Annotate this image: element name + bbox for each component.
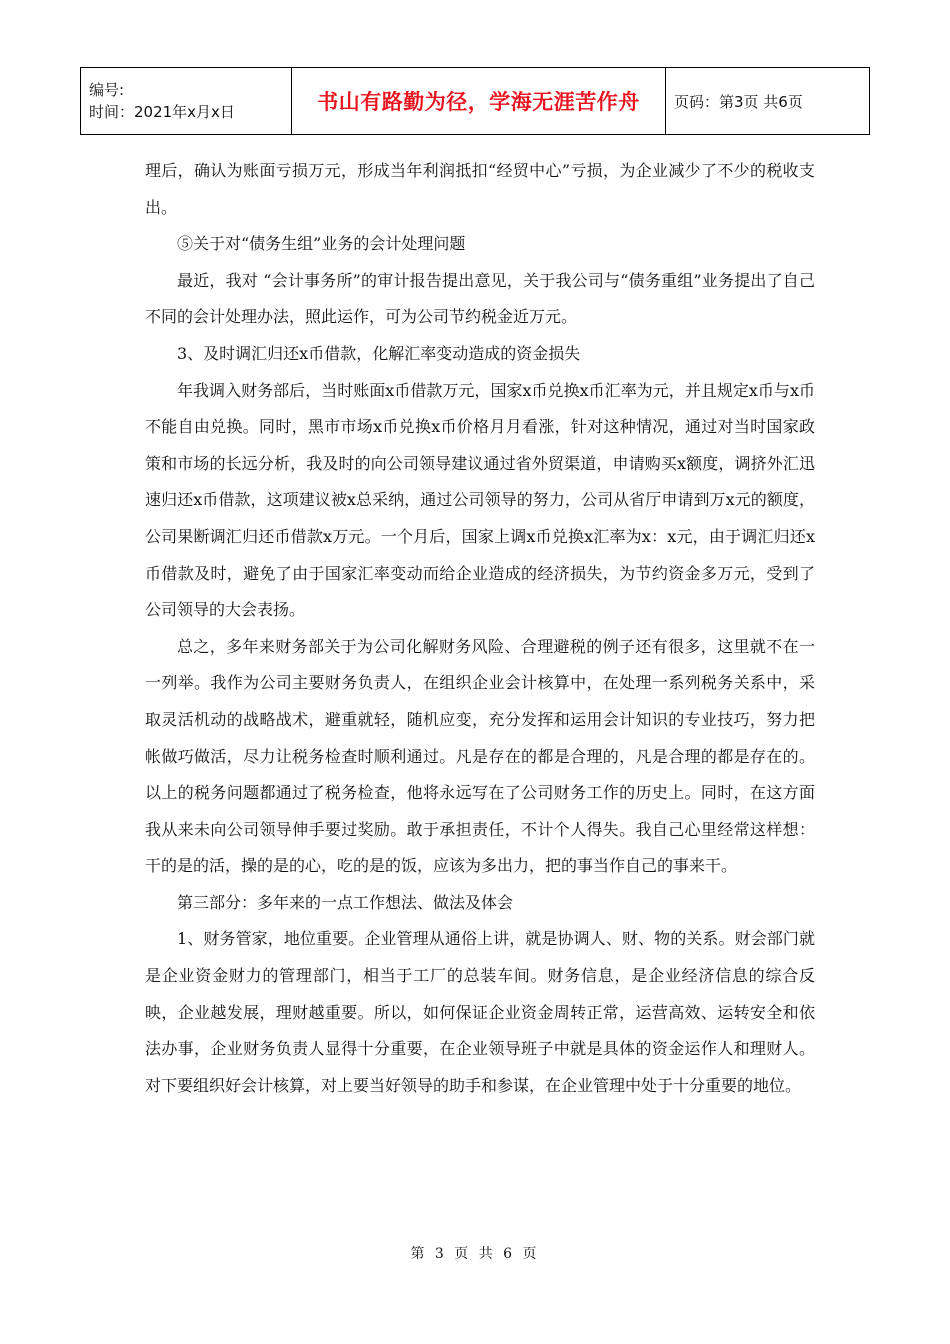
paragraph-summary: 总之，多年来财务部关于为公司化解财务风险、合理避税的例子还有很多，这里就不在一一列举。我作为公司主要财务负责人，在组织企业会计核算中，在处理一系列税务关系中，采取灵活机动的战略战术，避重就轻，随机应变，充分发挥和运用会计知识的专业技巧，努力把帐做巧做活，尽力让税务检查时顺利通过。凡是存在的都是合理的，凡是合理的都是存在的。以上的税务问题都通过了税务检查，他将永远写在了公司财务工作的历史上。同时，在这方面我从来未向公司领导伸手要过奖励。敢于承担责任，不计个人得失。我自己心里经常这样想：干的是的活，操的是的心，吃的是的饭，应该为多出力，把的事当作自己的事来干。: [145, 636, 815, 876]
footer-page-number: 第 3 页 共 6 页: [410, 1246, 540, 1262]
section-heading-part-three: 第三部分：多年来的一点工作想法、做法及体会: [177, 892, 514, 912]
time-label: 时间：2021年x月x日: [89, 103, 235, 121]
header-meta-cell: [81, 68, 292, 135]
section-heading-debt-restructuring: ⑤关于对“债务生组”业务的会计处理问题: [177, 234, 466, 254]
page-info-cell: [666, 68, 870, 135]
document-header: [80, 67, 870, 135]
paragraph-continuation: 理后，确认为账面亏损万元，形成当年利润抵扣“经贸中心”亏损，为企业减少了不少的税收支出。: [145, 161, 815, 217]
paragraph-audit-opinion: 最近，我对 “会计事务所”的审计报告提出意见，关于我公司与“债务重组”业务提出了自己不同的会计处理办法，照此运作，可为公司节约税金近万元。: [145, 270, 815, 327]
section-heading-exchange: 3、及时调汇归还x币借款，化解汇率变动造成的资金损失: [177, 343, 581, 363]
header-page-info: 页码：第3页 共6页: [674, 92, 803, 111]
header-motto: 书山有路勤为径，学海无涯苦作舟: [317, 90, 640, 114]
page-footer: [0, 1243, 950, 1263]
motto-cell: [292, 68, 666, 135]
paragraph-finance-role: 1、财务管家，地位重要。企业管理从通俗上讲，就是协调人、财、物的关系。财会部门就是企业资金财力的管理部门，相当于工厂的总装车间。财务信息，是企业经济信息的综合反映，企业越发展，理财越重要。所以，如何保证企业资金周转正常，运营高效、运转安全和依法办事，企业财务负责人显得十分重要，在企业领导班子中就是具体的资金运作人和理财人。对下要组织好会计核算，对上要当好领导的助手和参谋，在企业管理中处于十分重要的地位。: [145, 929, 815, 1095]
paragraph-exchange: 年我调入财务部后，当时账面x币借款万元，国家x币兑换x币汇率为元，并且规定x币与x币不能自由兑换。同时，黑市市场x币兑换x币价格月月看涨，针对这种情况，通过对当时国家政策和市场的长远分析，我及时的向公司领导建议通过省外贸渠道，申请购买x额度，调挤外汇迅速归还x币借款，这项建议被x总采纳，通过公司领导的努力，公司从省厅申请到万x元的额度，公司果断调汇归还币借款x万元。一个月后，国家上调x币兑换x汇率为x：x元，由于调汇归还x币借款及时，避免了由于国家汇率变动而给企业造成的经济损失，为节约资金多万元，受到了公司领导的大会表扬。: [145, 380, 815, 620]
number-label: 编号:: [89, 81, 125, 99]
document-body: [145, 153, 815, 1104]
